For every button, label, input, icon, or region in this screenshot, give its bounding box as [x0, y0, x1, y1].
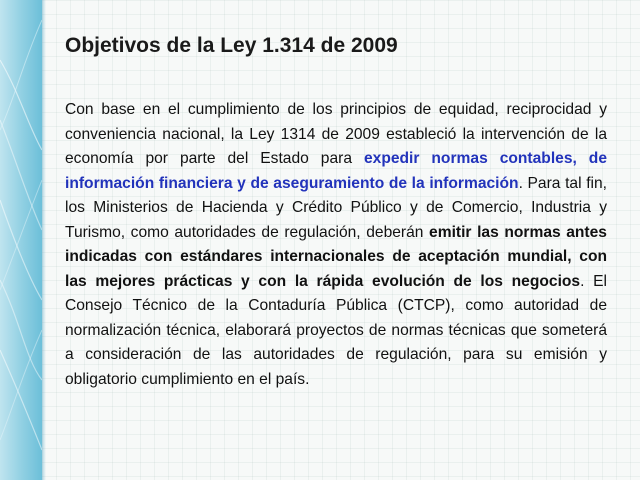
highlight-blue-text: expedir normas contables, de información financiera y de aseguramiento de la información	[65, 150, 608, 192]
highlight-bold-text: emitir las normas antes indicadas con estándares internacionales de aceptación mundial, con las mejores prácticas y con la rápida evolución de los negocios	[65, 223, 607, 290]
slide-body-paragraph	[65, 98, 607, 392]
body-text-segment: Con base en el cumplimiento de los principios de equidad, reciprocidad y conveniencia nacional, la Ley 1314 de 2009 estableció la intervención de la economía por parte del Estado para	[65, 101, 607, 167]
body-text-segment: . El Consejo Técnico de la Contaduría Pública (CTCP), como autoridad de normalización técnica, elaborará proyectos de normas técnicas que someterá a consideración de las autoridades de regulación, para su emisión y obligatorio cumplimiento en el país.	[65, 272, 608, 388]
band-edge-shadow	[42, 0, 46, 480]
decorative-side-band	[0, 0, 42, 480]
slide-title: Objetivos de la Ley 1.314 de 2009	[65, 34, 398, 57]
wave-pattern-icon	[0, 0, 42, 480]
body-text-segment: . Para tal fin, los Ministerios de Hacienda y Crédito Público y de Comercio, Industria y Turismo, como autoridades de regulación, deberán	[65, 174, 607, 241]
